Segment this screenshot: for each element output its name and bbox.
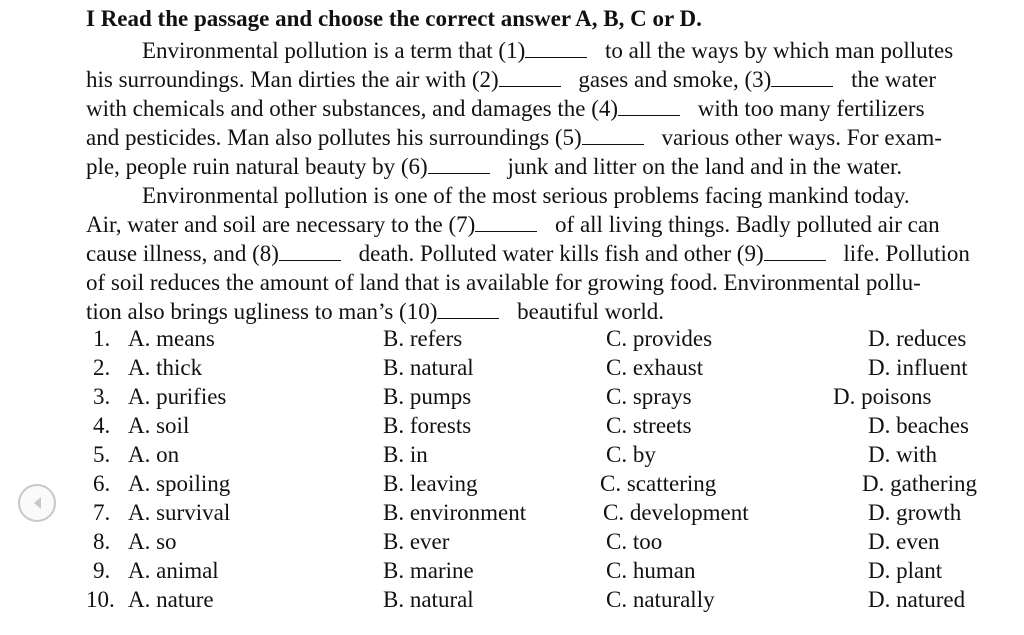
option-d[interactable]: D. natured	[868, 587, 966, 612]
option-d[interactable]: D. gathering	[862, 471, 977, 496]
option-a[interactable]: A. purifies	[128, 384, 227, 409]
passage-text: and pesticides. Man also pollutes his surroundings (5)	[86, 125, 582, 150]
option-d[interactable]: D. even	[868, 529, 940, 554]
answer-blank	[428, 154, 490, 174]
question-number: 4.	[93, 413, 111, 438]
option-d[interactable]: D. growth	[868, 500, 962, 525]
question-number: 6.	[93, 471, 111, 496]
option-b[interactable]: B. marine	[383, 558, 474, 583]
option-c[interactable]: C. exhaust	[606, 355, 704, 380]
question-number: 5.	[93, 442, 111, 467]
option-c[interactable]: C. naturally	[606, 587, 715, 612]
passage-text: with too many fertilizers	[692, 96, 925, 121]
passage-text: Environmental pollution is one of the most serious problems facing mankind today.	[142, 183, 910, 208]
passage-text: his surroundings. Man dirties the air with (2)	[86, 67, 499, 92]
passage-line	[86, 297, 1024, 326]
passage-text: death. Polluted water kills fish and other (9)	[352, 241, 764, 266]
passage	[86, 36, 1024, 326]
passage-text: of all living things. Badly polluted air can	[549, 212, 940, 237]
option-c[interactable]: C. development	[603, 500, 749, 525]
passage-text: beautiful world.	[511, 299, 665, 324]
question-number: 2.	[93, 355, 111, 380]
answer-blank	[475, 212, 537, 232]
passage-line	[86, 181, 1024, 210]
answer-blank	[499, 67, 561, 87]
passage-text: Air, water and soil are necessary to the (7)	[86, 212, 476, 237]
option-b[interactable]: B. refers	[383, 326, 463, 351]
option-b[interactable]: B. natural	[383, 587, 474, 612]
option-c[interactable]: C. streets	[606, 413, 692, 438]
passage-text: to all the ways by which man pollutes	[599, 38, 954, 63]
passage-text: junk and litter on the land and in the water.	[501, 154, 903, 179]
question-number: 7.	[93, 500, 111, 525]
passage-line	[86, 239, 1024, 268]
option-d[interactable]: D. with	[868, 442, 937, 467]
passage-text: gases and smoke, (3)	[572, 67, 772, 92]
back-button[interactable]	[18, 484, 56, 522]
passage-text: tion also brings ugliness to man’s (10)	[86, 299, 438, 324]
answer-blank	[764, 241, 826, 261]
passage-line	[86, 94, 1024, 123]
passage-text: of soil reduces the amount of land that is available for growing food. Environmental pollu-	[86, 270, 921, 295]
option-b[interactable]: B. natural	[383, 355, 474, 380]
option-c[interactable]: C. provides	[606, 326, 713, 351]
option-b[interactable]: B. environment	[383, 500, 527, 525]
option-d[interactable]: D. poisons	[833, 384, 932, 409]
option-b[interactable]: B. ever	[383, 529, 450, 554]
option-a[interactable]: A. nature	[128, 587, 214, 612]
option-a[interactable]: A. animal	[128, 558, 219, 583]
question-number: 10.	[86, 587, 115, 612]
answer-blank	[279, 241, 341, 261]
option-d[interactable]: D. reduces	[868, 326, 967, 351]
option-c[interactable]: C. scattering	[600, 471, 717, 496]
option-a[interactable]: A. on	[128, 442, 180, 467]
question-number: 1.	[93, 326, 111, 351]
passage-text: life. Pollution	[837, 241, 970, 266]
option-a[interactable]: A. soil	[128, 413, 190, 438]
question-number: 8.	[93, 529, 111, 554]
passage-line	[86, 36, 1024, 65]
answer-blank	[618, 96, 680, 116]
option-a[interactable]: A. means	[128, 326, 215, 351]
option-a[interactable]: A. thick	[128, 355, 203, 380]
answer-blank	[437, 299, 499, 319]
exercise-title: I Read the passage and choose the correct answer A, B, C or D.	[86, 6, 702, 31]
passage-text: Environmental pollution is a term that (1)	[142, 38, 526, 63]
option-c[interactable]: C. human	[606, 558, 696, 583]
passage-text: various other ways. For exam-	[655, 125, 942, 150]
passage-line	[86, 268, 1024, 297]
passage-text: the water	[845, 67, 937, 92]
option-b[interactable]: B. in	[383, 442, 428, 467]
passage-text: ple, people ruin natural beauty by (6)	[86, 154, 428, 179]
option-a[interactable]: A. so	[128, 529, 177, 554]
option-a[interactable]: A. survival	[128, 500, 231, 525]
passage-line	[86, 123, 1024, 152]
option-d[interactable]: D. beaches	[868, 413, 969, 438]
option-d[interactable]: D. plant	[868, 558, 943, 583]
answer-blank	[771, 67, 833, 87]
option-c[interactable]: C. sprays	[606, 384, 692, 409]
option-c[interactable]: C. by	[606, 442, 656, 467]
chevron-left-icon	[29, 494, 47, 512]
passage-text: cause illness, and (8)	[86, 241, 279, 266]
question-number: 9.	[93, 558, 111, 583]
option-c[interactable]: C. too	[606, 529, 663, 554]
option-b[interactable]: B. leaving	[383, 471, 478, 496]
answer-blank	[582, 125, 644, 145]
passage-text: with chemicals and other substances, and damages the (4)	[86, 96, 619, 121]
answer-blank	[525, 38, 587, 58]
passage-line	[86, 65, 1024, 94]
option-d[interactable]: D. influent	[868, 355, 968, 380]
option-b[interactable]: B. pumps	[383, 384, 472, 409]
question-number: 3.	[93, 384, 111, 409]
passage-line	[86, 152, 1024, 181]
passage-line	[86, 210, 1024, 239]
option-a[interactable]: A. spoiling	[128, 471, 231, 496]
option-b[interactable]: B. forests	[383, 413, 472, 438]
